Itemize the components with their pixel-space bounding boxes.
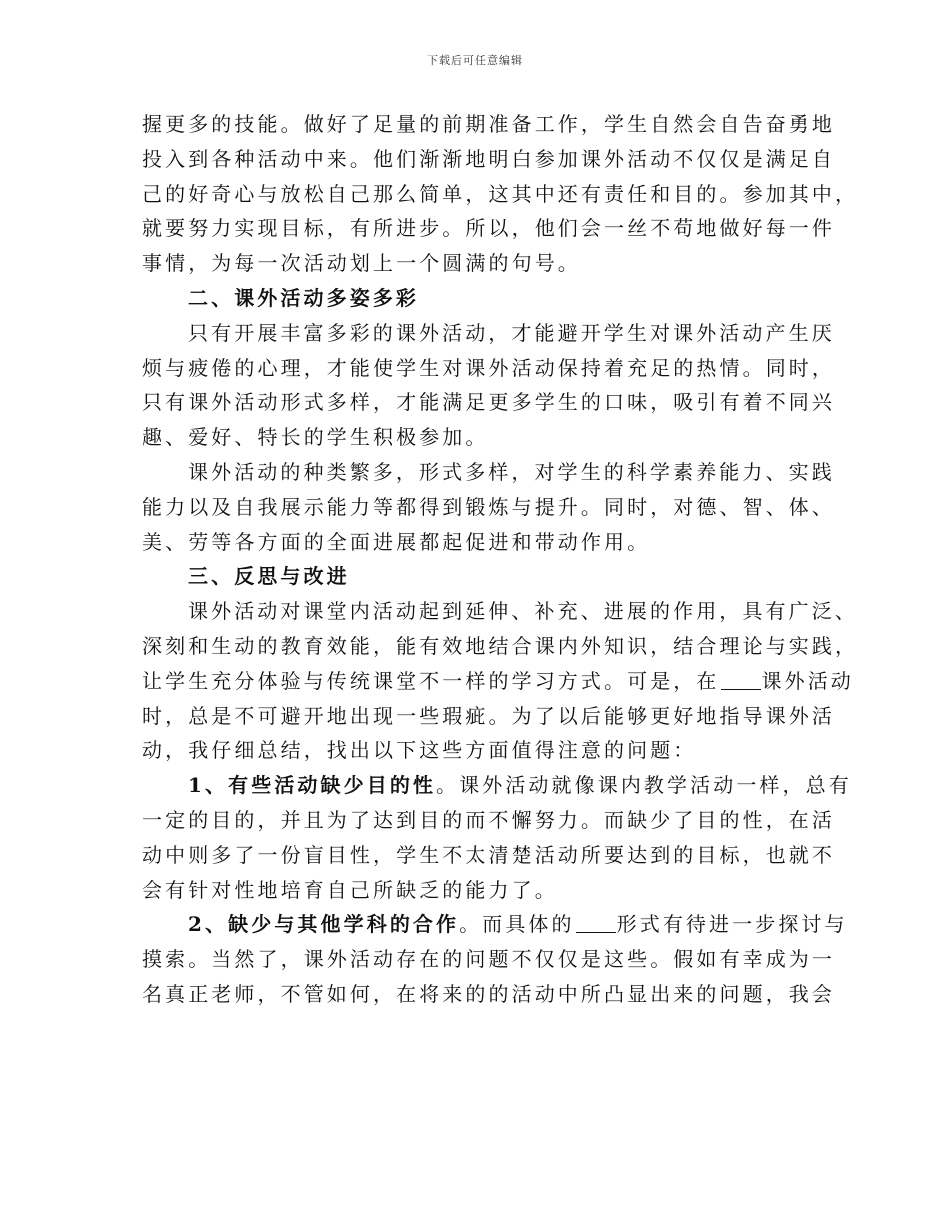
- paragraph-line: 就要努力实现目标，有所进步。所以，他们会一丝不苟地做好每一件: [142, 216, 835, 241]
- list-item-line: [142, 907, 848, 942]
- paragraph-line: 课外活动对课堂内活动起到延伸、补充、进展的作用，具有广泛、: [188, 599, 858, 624]
- paragraph-line: 趣、爱好、特长的学生积极参加。: [142, 425, 489, 450]
- section-heading: 二、课外活动多姿多彩: [188, 285, 419, 310]
- paragraph-line: 能力以及自我展示能力等都得到锻炼与提升。同时，对德、智、体、: [142, 494, 835, 519]
- fill-in-blank: [576, 910, 616, 933]
- paragraph-line: 会有针对性地培育自己所缺乏的能力了。: [142, 877, 558, 902]
- paragraph-line: 事情，为每一次活动划上一个圆满的句号。: [142, 251, 581, 276]
- document-body: [142, 107, 859, 1012]
- text-fragment: 课外活动: [761, 668, 854, 693]
- paragraph-line: [142, 664, 854, 699]
- paragraph-line: 只有课外活动形式多样，才能满足更多学生的口味，吸引有着不同兴: [142, 390, 835, 415]
- list-item-lead: 2、缺少与其他学科的合作: [188, 912, 460, 937]
- paragraph-line: 己的好奇心与放松自己那么简单，这其中还有责任和目的。参加其中，: [142, 181, 859, 206]
- paragraph-line: 动，我仔细总结，找出以下这些方面值得注意的问题：: [142, 738, 697, 763]
- paragraph-line: 名真正老师，不管如何，在将来的的活动中所凸显出来的问题，我会: [142, 981, 835, 1006]
- paragraph-line: 课外活动的种类繁多，形式多样，对学生的科学素养能力、实践: [188, 459, 835, 484]
- text-fragment: 形式有待进一步探讨与: [616, 912, 848, 937]
- page-header: 下载后可任意编辑: [427, 54, 523, 67]
- paragraph-line: 投入到各种活动中来。他们渐渐地明白参加课外活动不仅仅是满足自: [142, 146, 835, 171]
- paragraph-line: 动中则多了一份盲目性，学生不太清楚活动所要达到的目标，也就不: [142, 842, 835, 867]
- paragraph-line: 一定的目的，并且为了达到目的而不懈努力。而缺少了目的性，在活: [142, 807, 835, 832]
- paragraph-line: 只有开展丰富多彩的课外活动，才能避开学生对课外活动产生厌: [188, 320, 835, 345]
- list-item-lead: 1、有些活动缺少目的性: [188, 773, 437, 798]
- text-fragment: 。课外活动就像课内教学活动一样，总有: [436, 773, 852, 798]
- list-item-line: [142, 768, 852, 803]
- paragraph-line: 深刻和生动的教育效能，能有效地结合课内外知识，结合理论与实践，: [142, 633, 859, 658]
- paragraph-line: 摸索。当然了，课外活动存在的问题不仅仅是这些。假如有幸成为一: [142, 947, 835, 972]
- paragraph-line: 时，总是不可避开地出现一些瑕疵。为了以后能够更好地指导课外活: [142, 703, 835, 728]
- paragraph-line: 烦与疲倦的心理，才能使学生对课外活动保持着充足的热情。同时，: [142, 355, 835, 380]
- section-heading: 三、反思与改进: [188, 564, 350, 589]
- text-fragment: 。而具体的: [459, 912, 575, 937]
- paragraph-line: 握更多的技能。做好了足量的前期准备工作，学生自然会自告奋勇地: [142, 112, 835, 136]
- fill-in-blank: [721, 667, 761, 690]
- paragraph-line: 美、劳等各方面的全面进展都起促进和带动作用。: [142, 529, 651, 554]
- text-fragment: 让学生充分体验与传统课堂不一样的学习方式。可是，在: [142, 668, 720, 693]
